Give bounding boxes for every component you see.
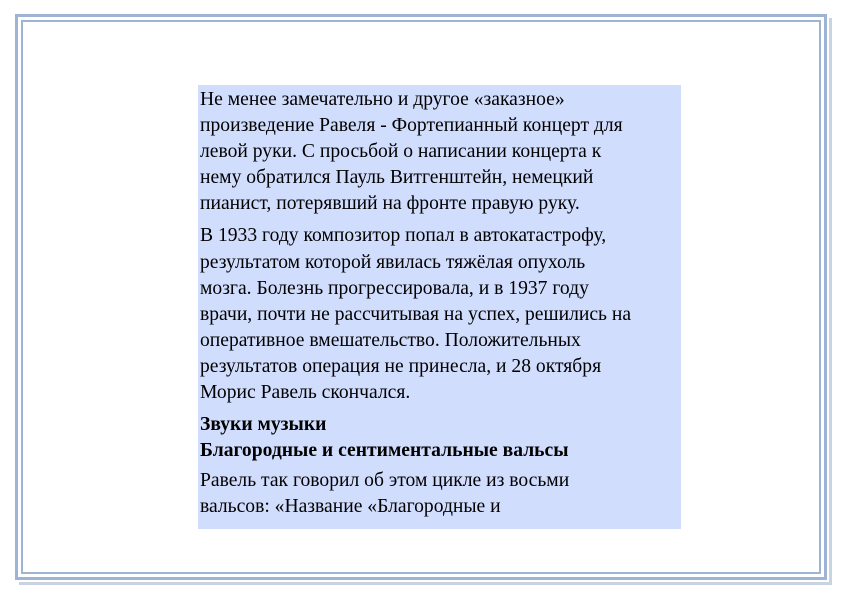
paragraph-concerto: Не менее замечательно и другое «заказное» произведение Равеля - Фортепианный концерт для левой руки. С просьбой о написании концерта к нему обратился Пауль Витгенштейн, немецкий пианист, потерявший на фронте правую руку. xyxy=(200,89,623,215)
paragraph-accident: В 1933 году композитор попал в автокатастрофу, результатом которой явилась тяжёлая опухоль мозга. Болезнь прогрессировала, и в 1937 году врачи, почти не рассчитывая на успех, решились на оперативное вмешательство. Положительных результатов операция не принесла, и 28 октября Морис Равель скончался. xyxy=(200,225,632,404)
text-box xyxy=(198,85,681,529)
heading-waltzes: Благородные и сентиментальные вальсы xyxy=(200,440,569,462)
heading-sounds-of-music: Звуки музыки xyxy=(200,414,327,436)
paragraph-waltzes: Равель так говорил об этом цикле из восьми вальсов: «Название «Благородные и xyxy=(200,470,570,518)
frame-shadow-right xyxy=(829,18,832,584)
frame-shadow-bottom xyxy=(19,582,832,585)
